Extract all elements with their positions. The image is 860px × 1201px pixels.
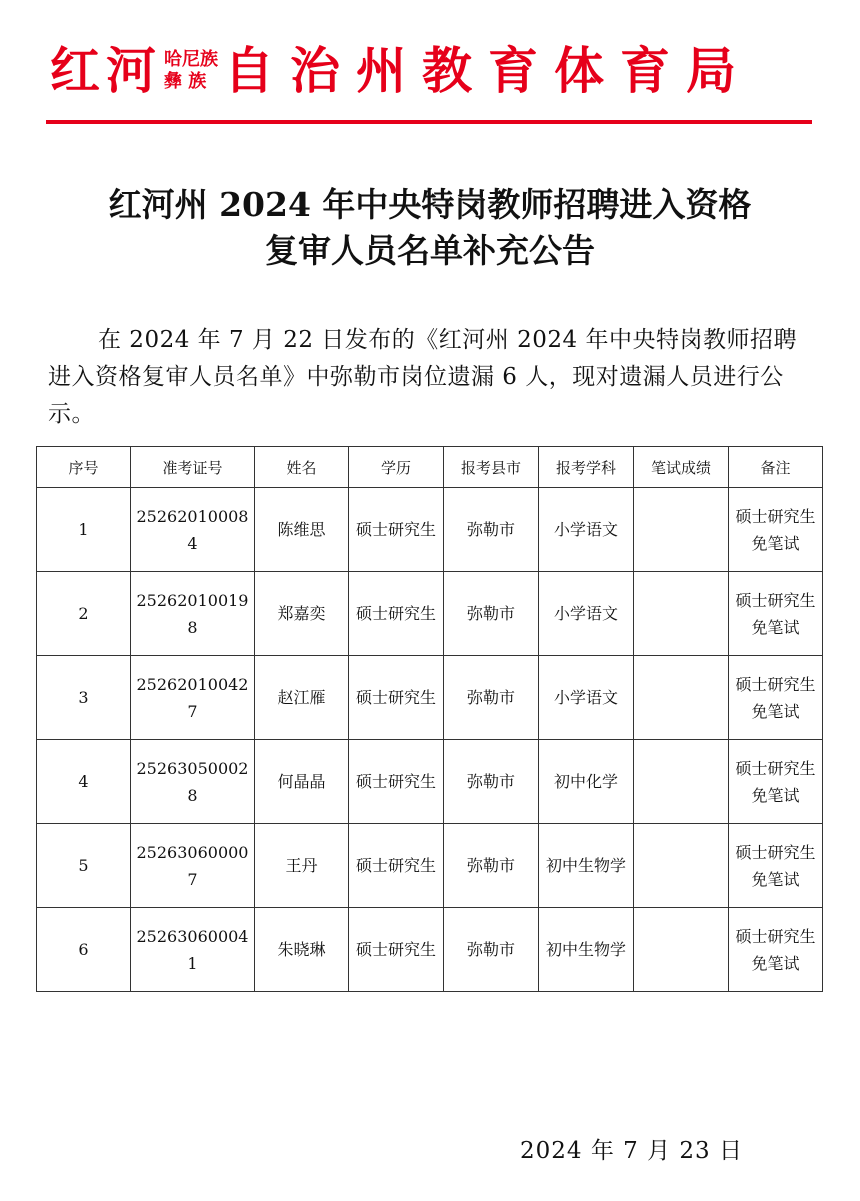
cell-seq: 5 xyxy=(37,824,131,908)
issue-date: 2024 年 7 月 23 日 xyxy=(520,1138,743,1164)
intro-paragraph: 在 2024 年 7 月 22 日发布的《红河州 2024 年中央特岗教师招聘进入资格复审人员名单》中弥勒市岗位遗漏 6 人，现对遗漏人员进行公示。 xyxy=(48,327,797,427)
cell-edu: 硕士研究生 xyxy=(349,908,444,992)
cell-score xyxy=(634,908,729,992)
header-seq: 序号 xyxy=(37,447,131,488)
cell-subject: 小学语文 xyxy=(539,572,634,656)
letterhead-ethnic-bottom: 彝 族 xyxy=(164,71,207,92)
cell-edu: 硕士研究生 xyxy=(349,488,444,572)
letterhead-divider xyxy=(46,120,812,124)
cell-name: 何晶晶 xyxy=(255,740,349,824)
cell-ticket: 252630500028 xyxy=(131,740,255,824)
cell-county: 弥勒市 xyxy=(444,656,539,740)
cell-county: 弥勒市 xyxy=(444,740,539,824)
cell-ticket: 252630600041 xyxy=(131,908,255,992)
cell-ticket: 252630600007 xyxy=(131,824,255,908)
header-name: 姓名 xyxy=(255,447,349,488)
header-note: 备注 xyxy=(729,447,823,488)
cell-note: 硕士研究生免笔试 xyxy=(729,824,823,908)
cell-name: 王丹 xyxy=(255,824,349,908)
title-line-2: 复审人员名单补充公告 xyxy=(265,231,595,270)
letterhead-prefecture: 红河 xyxy=(50,41,162,100)
cell-seq: 3 xyxy=(37,656,131,740)
cell-county: 弥勒市 xyxy=(444,572,539,656)
cell-note: 硕士研究生免笔试 xyxy=(729,488,823,572)
candidate-table xyxy=(36,446,823,992)
cell-score xyxy=(634,488,729,572)
cell-name: 朱晓琳 xyxy=(255,908,349,992)
header-county: 报考县市 xyxy=(444,447,539,488)
table-row xyxy=(37,908,823,992)
cell-edu: 硕士研究生 xyxy=(349,824,444,908)
table-row xyxy=(37,656,823,740)
header-score: 笔试成绩 xyxy=(634,447,729,488)
table-row xyxy=(37,572,823,656)
cell-subject: 小学语文 xyxy=(539,488,634,572)
table-row xyxy=(37,488,823,572)
header-ticket: 准考证号 xyxy=(131,447,255,488)
letterhead-ethnic-top: 哈尼族 xyxy=(164,49,218,71)
cell-ticket: 252620100084 xyxy=(131,488,255,572)
cell-note: 硕士研究生免笔试 xyxy=(729,740,823,824)
letterhead xyxy=(50,36,810,106)
cell-note: 硕士研究生免笔试 xyxy=(729,908,823,992)
cell-edu: 硕士研究生 xyxy=(349,572,444,656)
cell-note: 硕士研究生免笔试 xyxy=(729,656,823,740)
header-edu: 学历 xyxy=(349,447,444,488)
cell-score xyxy=(634,656,729,740)
cell-county: 弥勒市 xyxy=(444,908,539,992)
document-title xyxy=(40,182,820,274)
cell-seq: 2 xyxy=(37,572,131,656)
table-row xyxy=(37,824,823,908)
header-subject: 报考学科 xyxy=(539,447,634,488)
cell-note: 硕士研究生免笔试 xyxy=(729,572,823,656)
cell-name: 陈维思 xyxy=(255,488,349,572)
cell-score xyxy=(634,740,729,824)
cell-name: 郑嘉奕 xyxy=(255,572,349,656)
cell-subject: 小学语文 xyxy=(539,656,634,740)
cell-score xyxy=(634,824,729,908)
cell-ticket: 252620100198 xyxy=(131,572,255,656)
cell-edu: 硕士研究生 xyxy=(349,740,444,824)
cell-score xyxy=(634,572,729,656)
table-row xyxy=(37,740,823,824)
cell-county: 弥勒市 xyxy=(444,488,539,572)
cell-edu: 硕士研究生 xyxy=(349,656,444,740)
cell-name: 赵江雁 xyxy=(255,656,349,740)
cell-county: 弥勒市 xyxy=(444,824,539,908)
cell-subject: 初中生物学 xyxy=(539,908,634,992)
cell-subject: 初中生物学 xyxy=(539,824,634,908)
title-line-1: 红河州 2024 年中央特岗教师招聘进入资格 xyxy=(108,185,752,224)
cell-ticket: 252620100427 xyxy=(131,656,255,740)
table-header-row xyxy=(37,447,823,488)
cell-seq: 1 xyxy=(37,488,131,572)
letterhead-ethnic-names xyxy=(164,49,218,92)
cell-seq: 6 xyxy=(37,908,131,992)
cell-seq: 4 xyxy=(37,740,131,824)
cell-subject: 初中化学 xyxy=(539,740,634,824)
letterhead-bureau: 自治州教育体育局 xyxy=(224,41,752,100)
